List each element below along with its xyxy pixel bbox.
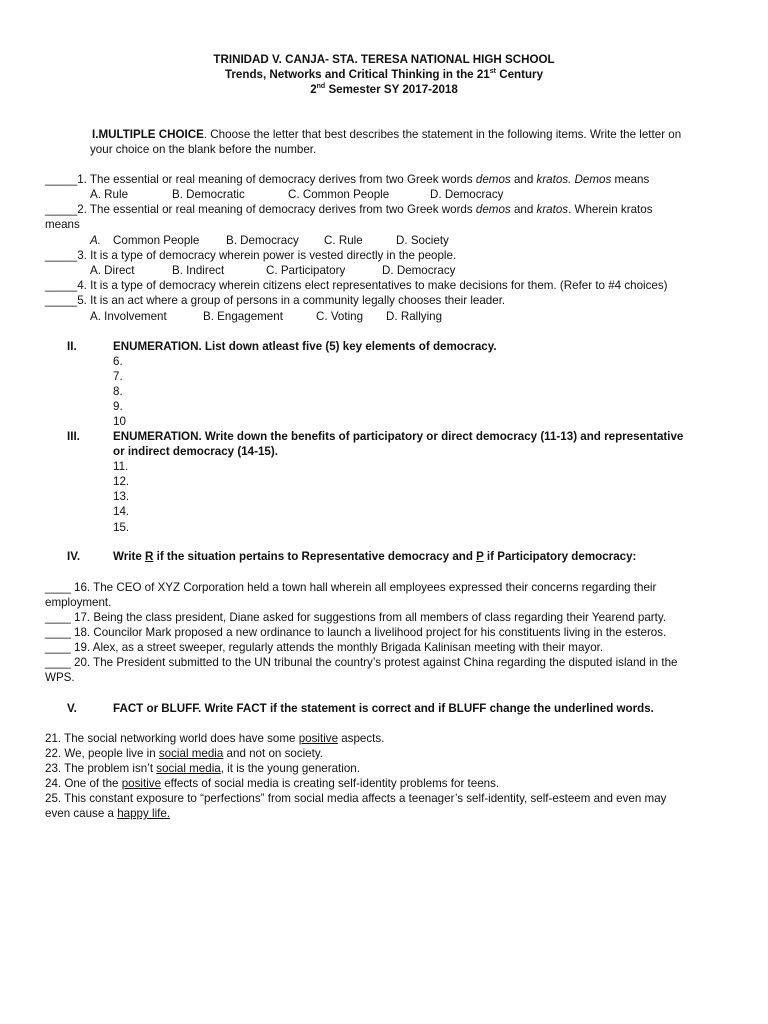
option-c: C. Rule <box>324 234 363 247</box>
part5-roman: V. <box>67 702 77 715</box>
option-b: B. Indirect <box>172 264 225 277</box>
option-c: C. Voting <box>316 310 364 323</box>
answer-line-15: 15. <box>113 521 130 534</box>
part4-title: Write R if the situation pertains to Representative democracy and P if Participatory democracy: <box>113 550 637 563</box>
part4-roman: IV. <box>67 550 81 563</box>
option-c: C. Participatory <box>266 264 346 277</box>
part3-roman: III. <box>67 430 80 443</box>
part3-title-cont: or indirect democracy (14-15). <box>113 445 278 458</box>
answer-line-9: 9. <box>113 400 123 413</box>
question-2-cont: means <box>45 218 80 231</box>
answer-line-14: 14. <box>113 505 130 518</box>
semester-line: 2nd Semester SY 2017-2018 <box>310 83 458 96</box>
option-d: D. Democracy <box>430 188 504 201</box>
part5-title: FACT or BLUFF. Write FACT if the statement is correct and if BLUFF change the underlined words. <box>113 702 654 715</box>
question-17: ____ 17. Being the class president, Diane asked for suggestions from all members of class regarding their Yearend party. <box>45 611 667 624</box>
part2-title: ENUMERATION. List down atleast five (5) key elements of democracy. <box>113 340 497 353</box>
part1-instructions-cont: your choice on the blank before the number. <box>90 143 317 156</box>
option-b: B. Democratic <box>172 188 245 201</box>
school-name: TRINIDAD V. CANJA- STA. TERESA NATIONAL HIGH SCHOOL <box>213 53 555 66</box>
question-1: _____1. The essential or real meaning of democracy derives from two Greek words demos and kratos. Demos means <box>45 173 650 186</box>
question-25-cont: even cause a happy life. <box>45 807 171 820</box>
option-a: Common People <box>113 234 200 247</box>
question-3: _____3. It is a type of democracy wherein power is vested directly in the people. <box>45 249 457 262</box>
part3-title: ENUMERATION. Write down the benefits of participatory or direct democracy (11-13) and representative <box>113 430 684 443</box>
answer-line-13: 13. <box>113 490 130 503</box>
answer-line-7: 7. <box>113 370 123 383</box>
option-a-letter: A. <box>90 234 101 247</box>
question-16-cont: employment. <box>45 596 112 609</box>
question-24: 24. One of the positive effects of social media is creating self-identity problems for teens. <box>45 777 500 790</box>
question-21: 21. The social networking world does have some positive aspects. <box>45 732 385 745</box>
question-23: 23. The problem isn’t social media, it is the young generation. <box>45 762 360 775</box>
question-22: 22. We, people live in social media and not on society. <box>45 747 324 760</box>
question-25: 25. This constant exposure to “perfections” from social media affects a teenager’s self-identity, self-esteem and even may <box>45 792 667 805</box>
option-a: A. Rule <box>90 188 129 201</box>
answer-line-8: 8. <box>113 385 123 398</box>
answer-line-12: 12. <box>113 475 130 488</box>
question-20: ____ 20. The President submitted to the UN tribunal the country’s protest against China regarding the disputed island in the <box>45 656 678 669</box>
subject-title: Trends, Networks and Critical Thinking in the 21st Century <box>224 68 544 81</box>
question-18: ____ 18. Councilor Mark proposed a new ordinance to launch a livelihood project for his constituents living in the esteros. <box>45 626 667 639</box>
question-5: _____5. It is an act where a group of persons in a community legally chooses their leader. <box>45 294 506 307</box>
question-4: _____4. It is a type of democracy wherein citizens elect representatives to make decisions for them. (Refer to #4 choices) <box>45 279 668 292</box>
option-c: C. Common People <box>288 188 390 201</box>
question-19: ____ 19. Alex, as a street sweeper, regularly attends the monthly Brigada Kalinisan meeting with their mayor. <box>45 641 604 654</box>
question-2: _____2. The essential or real meaning of democracy derives from two Greek words demos and kratos. Wherein kratos <box>45 203 653 216</box>
option-a: A. Involvement <box>90 310 167 323</box>
option-d: D. Society <box>396 234 449 247</box>
part2-roman: II. <box>67 340 77 353</box>
option-b: B. Democracy <box>226 234 299 247</box>
question-16: ____ 16. The CEO of XYZ Corporation held a town hall wherein all employees expressed their concerns regarding their <box>45 581 657 594</box>
part1-instructions: I.MULTIPLE CHOICE. Choose the letter that best describes the statement in the following items. Write the letter on <box>92 128 682 141</box>
question-20-cont: WPS. <box>45 671 75 684</box>
answer-line-10: 10 <box>113 415 126 428</box>
option-b: B. Engagement <box>203 310 283 323</box>
option-a: A. Direct <box>90 264 135 277</box>
answer-line-6: 6. <box>113 355 123 368</box>
option-d: D. Democracy <box>382 264 456 277</box>
option-d: D. Rallying <box>386 310 443 323</box>
answer-line-11: 11. <box>113 460 129 473</box>
